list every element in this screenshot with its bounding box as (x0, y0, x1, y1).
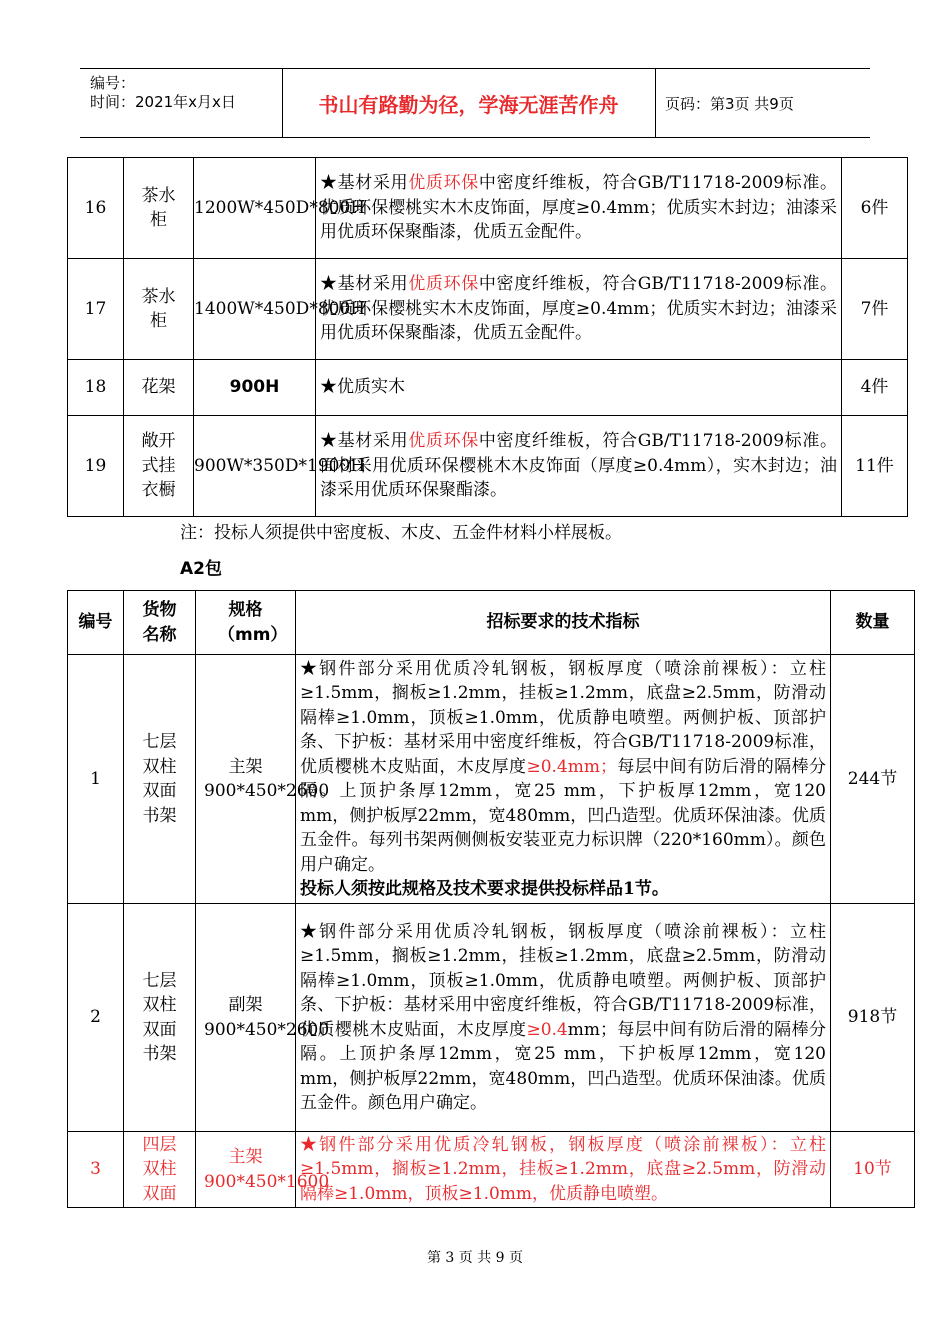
item-name: 七层双柱双面书架 (124, 904, 196, 1132)
table-header-row (68, 591, 915, 655)
col-header-quantity: 数量 (831, 591, 915, 655)
item-requirements (316, 158, 842, 259)
item-name: 敞开式挂衣橱 (124, 416, 194, 517)
header-motto: 书山有路勤为径，学海无涯苦作舟 (318, 92, 619, 117)
table-row (68, 259, 908, 360)
item-spec: 副架900*450*2600 (196, 904, 296, 1132)
req-text: ★钢件部分采用优质冷轧钢板，钢板厚度（喷涂前裸板）：立柱≥1.5mm，搁板≥1.2mm，挂板≥1.2mm，底盘≥2.5mm，防滑动隔棒≥1.0mm，顶板≥1.0mm，优质静电喷塑。两侧护板、顶部护条、下护板：基材采用中密度纤维板，符合GB/T11718-2009标准，优质樱桃木皮贴面，木皮厚度 (300, 658, 826, 777)
page-header (80, 68, 870, 138)
col-header-number: 编号 (68, 591, 124, 655)
col-header-requirements: 招标要求的技术指标 (296, 591, 831, 655)
req-highlight: 优质环保 (408, 173, 479, 194)
item-name: 茶水柜 (124, 259, 194, 360)
req-highlight: ≥0.4mm； (526, 756, 617, 777)
item-quantity: 6件 (842, 158, 908, 259)
item-spec: 1200W*450D*800H (194, 158, 316, 259)
items-table-continued (67, 157, 908, 517)
req-text: ★基材采用 (320, 274, 409, 295)
item-name: 茶水柜 (124, 158, 194, 259)
item-spec: 1400W*450D*800H (194, 259, 316, 360)
req-highlight: ≥0.4 (526, 1019, 568, 1040)
row-number: 18 (68, 360, 124, 416)
item-name: 七层双柱双面书架 (124, 655, 196, 904)
row-number: 16 (68, 158, 124, 259)
col-header-name: 货物名称 (124, 591, 196, 655)
package-title: A2包 (180, 559, 222, 579)
table-row (68, 655, 915, 904)
item-requirements: ★优质实木 (316, 360, 842, 416)
item-spec: 主架900*450*2600 (196, 655, 296, 904)
item-requirements (316, 259, 842, 360)
row-number: 17 (68, 259, 124, 360)
header-page-cell (655, 69, 870, 137)
item-spec: 900W*350D*1900H (194, 416, 316, 517)
row-number: 1 (68, 655, 124, 904)
table-row (68, 904, 915, 1132)
item-requirements (296, 655, 831, 904)
row-number: 19 (68, 416, 124, 517)
req-text: ★基材采用 (320, 173, 409, 194)
item-quantity: 11件 (842, 416, 908, 517)
item-name: 花架 (124, 360, 194, 416)
table-row (68, 360, 908, 416)
item-quantity: 918节 (831, 904, 915, 1132)
item-spec: 900H (194, 360, 316, 416)
req-text: 中密度纤维板，符合GB/T11718-2009标准。优质环保樱桃实木木皮饰面，厚度≥0.4mm；优质实木封边；油漆采用优质环保聚酯漆，优质五金配件。 (320, 173, 837, 243)
item-quantity: 4件 (842, 360, 908, 416)
item-quantity: 244节 (831, 655, 915, 904)
row-number: 3 (68, 1132, 124, 1208)
item-requirements (316, 416, 842, 517)
req-text: 中密度纤维板，符合GB/T11718-2009标准。面材采用优质环保樱桃木木皮饰面（厚度≥0.4mm），实木封边；油漆采用优质环保聚酯漆。 (320, 431, 837, 501)
table-row (68, 416, 908, 517)
item-name: 四层双柱双面 (124, 1132, 196, 1208)
req-sample-requirement: 投标人须按此规格及技术要求提供投标样品1节。 (300, 879, 669, 899)
row-number: 2 (68, 904, 124, 1132)
req-text: 每层中间有防后滑的隔棒分隔。上顶护条厚12mm，宽25 mm，下护板厚12mm，宽120 mm，侧护板厚22mm，宽480mm，凹凸造型。优质环保油漆。优质五金件。每列书架两侧侧板安装亚克力标识牌（220*160mm）。颜色用户确定。 (300, 756, 827, 875)
header-motto-cell (282, 69, 656, 137)
item-quantity: 7件 (842, 259, 908, 360)
header-meta (80, 69, 283, 137)
table-row (68, 1132, 915, 1208)
header-page-info: 页码：第3页 共9页 (665, 94, 794, 113)
page-footer: 第 3 页 共 9 页 (426, 1250, 524, 1266)
req-text: mm；每层中间有防后滑的隔棒分隔。上顶护条厚12mm，宽25 mm，下护板厚12mm，宽120 mm，侧护板厚22mm，宽480mm，凹凸造型。优质环保油漆。优质五金件。颜色用户确定。 (300, 1019, 826, 1113)
item-requirements (296, 904, 831, 1132)
a2-items-table (67, 590, 915, 1208)
col-header-spec: 规格（mm） (196, 591, 296, 655)
doc-time-label: 时间：2021年x月x日 (90, 93, 236, 111)
item-spec: 主架900*450*1600 (196, 1132, 296, 1208)
req-text: 中密度纤维板，符合GB/T11718-2009标准。优质环保樱桃实木木皮饰面，厚度≥0.4mm；优质实木封边；油漆采用优质环保聚酯漆，优质五金配件。 (320, 274, 837, 344)
doc-number-label: 编号： (90, 74, 136, 92)
sample-note: 注：投标人须提供中密度板、木皮、五金件材料小样展板。 (180, 523, 622, 543)
req-text: ★基材采用 (320, 431, 409, 452)
table-row (68, 158, 908, 259)
item-requirements: ★钢件部分采用优质冷轧钢板，钢板厚度（喷涂前裸板）：立柱≥1.5mm，搁板≥1.2mm，挂板≥1.2mm，底盘≥2.5mm，防滑动隔棒≥1.0mm，顶板≥1.0mm，优质静电喷塑。 (296, 1132, 831, 1208)
item-quantity: 10节 (831, 1132, 915, 1208)
req-highlight: 优质环保 (408, 431, 479, 452)
req-text: ★钢件部分采用优质冷轧钢板，钢板厚度（喷涂前裸板）：立柱≥1.5mm，搁板≥1.2mm，挂板≥1.2mm，底盘≥2.5mm，防滑动隔棒≥1.0mm，顶板≥1.0mm，优质静电喷塑。两侧护板、顶部护条、下护板：基材采用中密度纤维板，符合GB/T11718-2009标准，优质樱桃木皮贴面，木皮厚度 (300, 921, 826, 1040)
req-highlight: 优质环保 (408, 274, 479, 295)
